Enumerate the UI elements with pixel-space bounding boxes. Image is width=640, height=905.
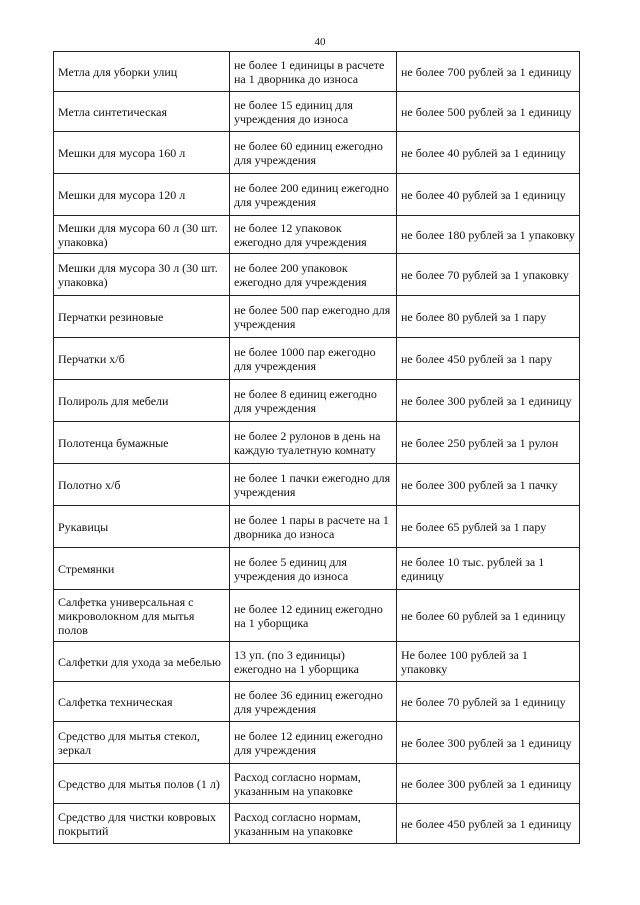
norm-cell: не более 1 пары в расчете на 1 дворника до износа <box>230 506 397 548</box>
norm-cell: не более 36 единиц ежегодно для учреждения <box>230 682 397 722</box>
price-cell: не более 65 рублей за 1 пару <box>397 506 580 548</box>
norm-cell: не более 200 единиц ежегодно для учреждения <box>230 174 397 216</box>
item-name-cell: Мешки для мусора 160 л <box>54 132 230 174</box>
item-name-cell: Метла для уборки улиц <box>54 52 230 92</box>
item-name-cell: Перчатки резиновые <box>54 296 230 338</box>
table-row <box>54 254 580 296</box>
norm-cell: Расход согласно нормам, указанным на упаковке <box>230 804 397 844</box>
price-cell: не более 300 рублей за 1 единицу <box>397 764 580 804</box>
price-cell: не более 40 рублей за 1 единицу <box>397 174 580 216</box>
price-cell: Не более 100 рублей за 1 упаковку <box>397 642 580 682</box>
norm-cell: не более 60 единиц ежегодно для учреждения <box>230 132 397 174</box>
price-cell: не более 180 рублей за 1 упаковку <box>397 216 580 254</box>
price-cell: не более 70 рублей за 1 упаковку <box>397 254 580 296</box>
norm-cell: Расход согласно нормам, указанным на упаковке <box>230 764 397 804</box>
table-row <box>54 682 580 722</box>
table-row <box>54 338 580 380</box>
item-name-cell: Мешки для мусора 30 л (30 шт. упаковка) <box>54 254 230 296</box>
table-row <box>54 216 580 254</box>
norm-cell: не более 5 единиц для учреждения до износа <box>230 548 397 590</box>
table-row <box>54 506 580 548</box>
table-row <box>54 52 580 92</box>
table-row <box>54 464 580 506</box>
norm-cell: не более 1 пачки ежегодно для учреждения <box>230 464 397 506</box>
table-row <box>54 380 580 422</box>
price-cell: не более 450 рублей за 1 пару <box>397 338 580 380</box>
price-cell: не более 450 рублей за 1 единицу <box>397 804 580 844</box>
price-cell: не более 300 рублей за 1 единицу <box>397 380 580 422</box>
norm-cell: 13 уп. (по 3 единицы) ежегодно на 1 уборщика <box>230 642 397 682</box>
item-name-cell: Салфетки для ухода за мебелью <box>54 642 230 682</box>
table-body <box>54 52 580 844</box>
norm-cell: не более 500 пар ежегодно для учреждения <box>230 296 397 338</box>
price-cell: не более 40 рублей за 1 единицу <box>397 132 580 174</box>
item-name-cell: Рукавицы <box>54 506 230 548</box>
table-row <box>54 722 580 764</box>
item-name-cell: Мешки для мусора 60 л (30 шт. упаковка) <box>54 216 230 254</box>
norm-cell: не более 15 единиц для учреждения до износа <box>230 92 397 132</box>
item-name-cell: Полироль для мебели <box>54 380 230 422</box>
norm-cell: не более 12 единиц ежегодно для учреждения <box>230 722 397 764</box>
table-row <box>54 642 580 682</box>
item-name-cell: Мешки для мусора 120 л <box>54 174 230 216</box>
price-cell: не более 500 рублей за 1 единицу <box>397 92 580 132</box>
price-cell: не более 700 рублей за 1 единицу <box>397 52 580 92</box>
table-row <box>54 548 580 590</box>
item-name-cell: Перчатки х/б <box>54 338 230 380</box>
table-row <box>54 132 580 174</box>
price-cell: не более 70 рублей за 1 единицу <box>397 682 580 722</box>
table-row <box>54 92 580 132</box>
item-name-cell: Метла синтетическая <box>54 92 230 132</box>
item-name-cell: Салфетка техническая <box>54 682 230 722</box>
norm-cell: не более 12 упаковок ежегодно для учреждения <box>230 216 397 254</box>
norm-cell: не более 2 рулонов в день на каждую туалетную комнату <box>230 422 397 464</box>
norm-cell: не более 1000 пар ежегодно для учреждения <box>230 338 397 380</box>
norm-cell: не более 200 упаковок ежегодно для учреждения <box>230 254 397 296</box>
table-row <box>54 296 580 338</box>
norms-table <box>53 51 580 844</box>
table-row <box>54 764 580 804</box>
price-cell: не более 60 рублей за 1 единицу <box>397 590 580 642</box>
norm-cell: не более 12 единиц ежегодно на 1 уборщика <box>230 590 397 642</box>
table-row <box>54 804 580 844</box>
item-name-cell: Средство для мытья полов (1 л) <box>54 764 230 804</box>
page-number: 40 <box>314 36 326 48</box>
norm-cell: не более 1 единицы в расчете на 1 дворника до износа <box>230 52 397 92</box>
price-cell: не более 80 рублей за 1 пару <box>397 296 580 338</box>
price-cell: не более 10 тыс. рублей за 1 единицу <box>397 548 580 590</box>
norm-cell: не более 8 единиц ежегодно для учреждения <box>230 380 397 422</box>
table-row <box>54 590 580 642</box>
item-name-cell: Салфетка универсальная с микроволокном для мытья полов <box>54 590 230 642</box>
price-cell: не более 300 рублей за 1 пачку <box>397 464 580 506</box>
table-row <box>54 174 580 216</box>
price-cell: не более 300 рублей за 1 единицу <box>397 722 580 764</box>
item-name-cell: Стремянки <box>54 548 230 590</box>
item-name-cell: Средство для мытья стекол, зеркал <box>54 722 230 764</box>
item-name-cell: Средство для чистки ковровых покрытий <box>54 804 230 844</box>
item-name-cell: Полотно х/б <box>54 464 230 506</box>
item-name-cell: Полотенца бумажные <box>54 422 230 464</box>
table-row <box>54 422 580 464</box>
price-cell: не более 250 рублей за 1 рулон <box>397 422 580 464</box>
